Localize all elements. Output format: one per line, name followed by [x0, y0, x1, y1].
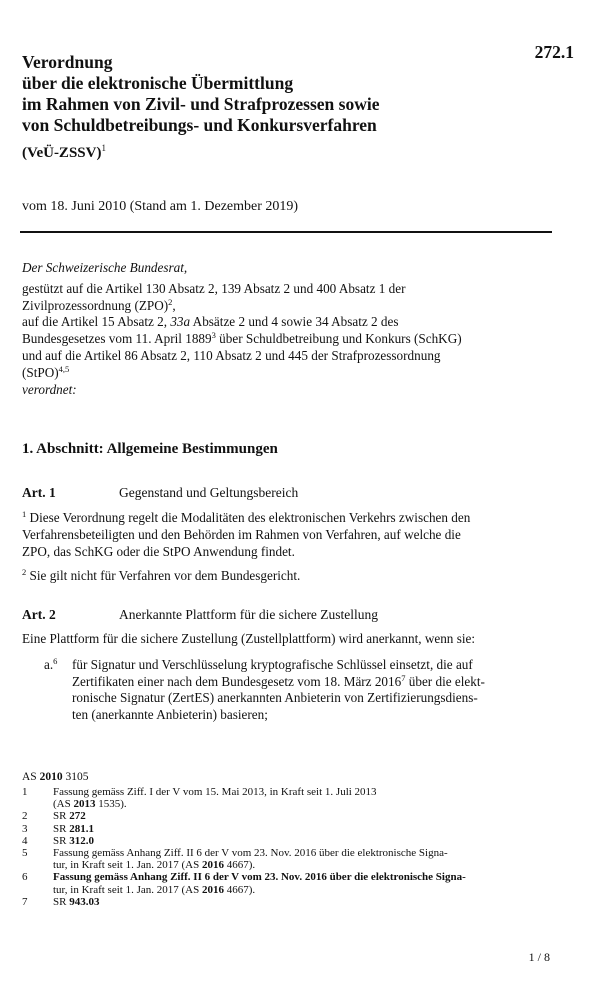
abbreviation-text: (VeÜ-ZSSV) — [22, 145, 102, 161]
article-number: Art. 1 — [22, 485, 56, 500]
article-number: Art. 2 — [22, 607, 56, 622]
footnote: 6 Fassung gemäss Anhang Ziff. II 6 der V vom 23. Nov. 2016 über die elektronische Signa- tur, in Kraft seit 1. Jan. 2017 (AS 2016 4667). — [22, 871, 466, 896]
title-line: von Schuldbetreibungs- und Konkursverfahren — [22, 115, 377, 135]
footnote: 1 Fassung gemäss Ziff. I der V vom 15. Mai 2013, in Kraft seit 1. Juli 2013 (AS 2013 1535). — [22, 786, 377, 811]
footnote: 3 SR 281.1 — [22, 822, 94, 835]
ordinance-title — [22, 52, 502, 136]
preamble-line: Bundesgesetzes vom 11. April 1889$^3$ über Schuldbetreibung und Konkurs (SchKG) — [22, 330, 462, 347]
paragraph-number: 1 — [22, 509, 27, 519]
footnote: 2 SR 272 — [22, 810, 86, 823]
article-1-paragraph-2: $^2$ Sie gilt nicht für Verfahren vor dem Bundesgericht. — [22, 567, 301, 583]
date-line: vom 18. Juni 2010 (Stand am 1. Dezember 2019) — [22, 199, 299, 214]
paragraph-number: 2 — [22, 567, 27, 577]
article-2-heading — [22, 607, 378, 623]
preamble — [22, 260, 552, 398]
ordinance-abbreviation — [22, 145, 106, 162]
footnote-ref: 7 — [401, 672, 406, 683]
footnote-ref: 4,5 — [58, 363, 70, 374]
item-label: a.$^6$ — [44, 656, 58, 672]
article-1-paragraph-1: $^1$ Diese Verordnung regelt die Modalitäten des elektronischen Verkehrs zwischen den Verfahrensbeteiligten und den Behörden im Rahmen von Verfahren, auf welche die ZPO, das SchKG oder die StPO Anwendung findet. — [22, 509, 471, 559]
preamble-intro: Der Schweizerische Bundesrat, — [22, 260, 188, 275]
preamble-line: (StPO)$^{4,5}$ — [22, 363, 70, 380]
article-2-intro: Eine Plattform für die sichere Zustellung (Zustellplattform) wird anerkannt, wenn sie: — [22, 631, 476, 646]
footnote: 7 SR 943.03 — [22, 895, 100, 908]
title-line: über die elektronische Übermittlung — [22, 73, 294, 93]
footnote-ref: 6 — [53, 656, 58, 666]
footnote-ref: 2 — [168, 296, 173, 307]
article-1-heading — [22, 485, 298, 501]
footnote: 5 Fassung gemäss Anhang Ziff. II 6 der V vom 23. Nov. 2016 über die elektronische Signa- tur, in Kraft seit 1. Jan. 2017 (AS 2016 4667). — [22, 847, 448, 872]
footnote-ref: 3 — [211, 330, 216, 341]
header-divider — [20, 231, 552, 233]
official-compilation-ref: AS 2010 3105 — [22, 771, 89, 783]
title-line: im Rahmen von Zivil- und Strafprozessen sowie — [22, 94, 380, 114]
footnotes — [22, 786, 556, 908]
preamble-closing: verordnet: — [22, 381, 77, 397]
article-2-item-a — [44, 657, 556, 727]
article-title: Anerkannte Plattform für die sichere Zustellung — [119, 607, 379, 622]
title-line: Verordnung — [22, 52, 113, 72]
preamble-line: auf die Artikel 15 Absatz 2, 33a Absätze 2 und 4 sowie 34 Absatz 2 des — [22, 314, 399, 330]
item-text: für Signatur und Verschlüsselung kryptografische Schlüssel einsetzt, die auf Zertifikaten einer nach dem Bundesgesetz vom 18. März 2016$^7$ über die elekt- ronische Signatur (ZertES) anerkannten Anbieterin von Zertifizierungsdiens- ten (anerkannte Anbieterin) basieren; — [72, 657, 485, 722]
preamble-line: Zivilprozessordnung (ZPO)$^2$, — [22, 296, 176, 313]
footnote-ref: 1 — [101, 143, 106, 153]
page-number: 1 / 8 — [528, 950, 550, 964]
footnote: 4 SR 312.0 — [22, 834, 94, 847]
preamble-line: gestützt auf die Artikel 130 Absatz 2, 139 Absatz 2 und 400 Absatz 1 der — [22, 280, 406, 296]
document-number: 272.1 — [534, 42, 574, 62]
article-title: Gegenstand und Geltungsbereich — [119, 485, 299, 500]
section-heading: 1. Abschnitt: Allgemeine Bestimmungen — [22, 441, 278, 457]
preamble-line: und auf die Artikel 86 Absatz 2, 110 Absatz 2 und 445 der Strafprozessordnung — [22, 347, 441, 363]
